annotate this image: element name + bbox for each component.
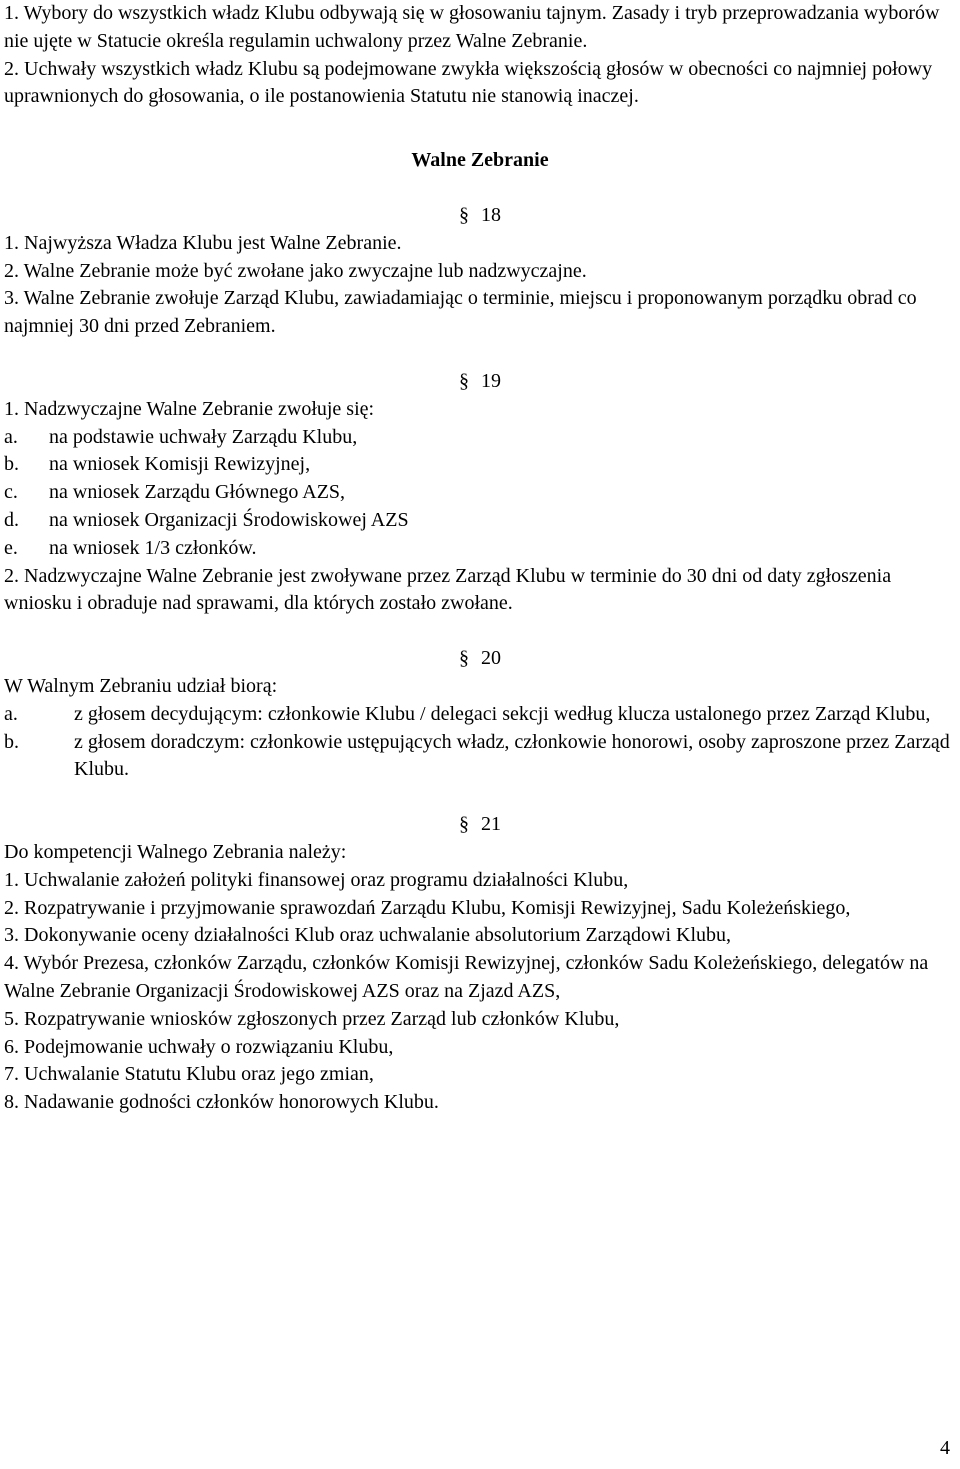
subitem-letter: d. (4, 508, 19, 531)
intro-paragraph-1: 1. Wybory do wszystkich władz Klubu odbywają się w głosowaniu tajnym. Zasady i tryb przeprowadzania wyborów nie ujęte w Statucie określa regulamin uchwalony przez Walne Zebranie. (4, 2, 940, 52)
subitem-text: na wniosek 1/3 członków. (49, 536, 257, 559)
section-18-item-2: 2. Walne Zebranie może być zwołane jako zwyczajne lub nadzwyczajne. (4, 259, 587, 282)
section-21-item-6: 6. Podejmowanie uchwały o rozwiązaniu Klubu, (4, 1035, 394, 1058)
section-19-subitem-d (4, 507, 956, 535)
section-symbol: § (459, 647, 469, 670)
subitem-text: na podstawie uchwały Zarządu Klubu, (49, 425, 358, 448)
section-symbol: § (459, 813, 469, 836)
section-20-title (4, 645, 956, 673)
subitem-letter: a. (4, 702, 18, 725)
document-page (4, 0, 956, 1117)
section-19-title (4, 368, 956, 396)
subitem-letter: e. (4, 536, 18, 559)
intro-paragraph-2: 2. Uchwały wszystkich władz Klubu są podejmowane zwykła większością głosów w obecności co najmniej połowy uprawnionych do głosowania, o ile postanowienia Statutu nie stanowią inaczej. (4, 57, 933, 108)
subitem-text: z głosem decydującym: członkowie Klubu / delegaci sekcji według klucza ustalonego przez Zarząd Klubu, (74, 702, 931, 725)
section-19-subitem-c (4, 479, 956, 507)
section-number: 18 (481, 203, 501, 226)
subitem-letter: b. (4, 453, 19, 476)
section-21-item-7: 7. Uchwalanie Statutu Klubu oraz jego zmian, (4, 1063, 374, 1086)
section-18-item-3: 3. Walne Zebranie zwołuje Zarząd Klubu, zawiadamiając o terminie, miejscu i proponowanym porządku obrad co najmniej 30 dni przed Zebraniem. (4, 287, 917, 338)
section-19-item-1: 1. Nadzwyczajne Walne Zebranie zwołuje się: (4, 397, 375, 420)
section-21-item-8: 8. Nadawanie godności członków honorowych Klubu. (4, 1091, 439, 1114)
subitem-letter: b. (4, 730, 19, 753)
section-18-item-1: 1. Najwyższa Władza Klubu jest Walne Zebranie. (4, 231, 402, 254)
section-number: 19 (481, 369, 501, 392)
section-20-subitem-a (4, 701, 956, 729)
section-18-title (4, 202, 956, 230)
section-symbol: § (459, 369, 469, 392)
section-20-lead: W Walnym Zebraniu udział biorą: (4, 674, 278, 697)
chapter-heading: Walne Zebranie (411, 149, 549, 172)
page-number: 4 (940, 1437, 950, 1459)
subitem-text: z głosem doradczym: członkowie ustępujących władz, członkowie honorowi, osoby zaproszone przez Zarząd Klubu. (74, 730, 950, 781)
section-19-subitem-a (4, 424, 956, 452)
section-21-item-5: 5. Rozpatrywanie wniosków zgłoszonych przez Zarząd lub członków Klubu, (4, 1007, 620, 1030)
subitem-text: na wniosek Organizacji Środowiskowej AZS (49, 508, 409, 531)
section-20-subitem-b (4, 729, 956, 785)
section-21-item-4: 4. Wybór Prezesa, członków Zarządu, członków Komisji Rewizyjnej, członków Sadu Koleżeńskiego, delegatów na Walne Zebranie Organizacji Środowiskowej AZS oraz na Zjazd AZS, (4, 952, 929, 1002)
subitem-text: na wniosek Zarządu Głównego AZS, (49, 481, 346, 504)
section-number: 21 (481, 813, 501, 836)
subitem-letter: c. (4, 481, 18, 504)
subitem-text: na wniosek Komisji Rewizyjnej, (49, 453, 311, 476)
section-19-item-2: 2. Nadzwyczajne Walne Zebranie jest zwoływane przez Zarząd Klubu w terminie do 30 dni od daty zgłoszenia wniosku i obraduje nad sprawami, dla których zostało zwołane. (4, 564, 892, 615)
section-19-subitem-b (4, 451, 956, 479)
section-21-item-1: 1. Uchwalanie założeń polityki finansowej oraz programu działalności Klubu, (4, 868, 629, 891)
section-number: 20 (481, 647, 501, 670)
section-symbol: § (459, 203, 469, 226)
section-21-item-2: 2. Rozpatrywanie i przyjmowanie sprawozdań Zarządu Klubu, Komisji Rewizyjnej, Sadu Koleżeńskiego, (4, 896, 851, 919)
section-21-item-3: 3. Dokonywanie oceny działalności Klub oraz uchwalanie absolutorium Zarządowi Klubu, (4, 924, 732, 947)
section-21-title (4, 811, 956, 839)
section-19-subitem-e (4, 535, 956, 563)
section-21-lead: Do kompetencji Walnego Zebrania należy: (4, 840, 347, 863)
subitem-letter: a. (4, 425, 18, 448)
